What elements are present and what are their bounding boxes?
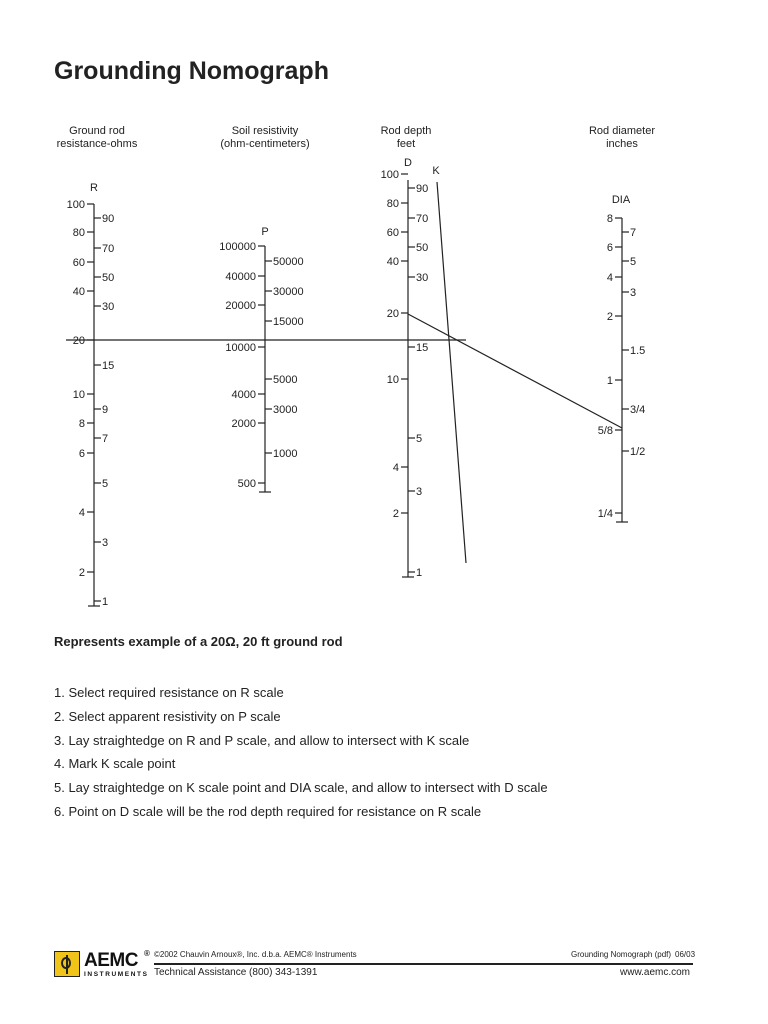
- footer-rule: [154, 963, 693, 965]
- copyright-text: ©2002 Chauvin Arnoux®, Inc. d.b.a. AEMC® Instruments: [154, 950, 357, 959]
- dia-tick-label: 1/4: [597, 508, 613, 520]
- dia-tick-label: 7: [630, 227, 637, 239]
- r-tick-label: 50: [102, 272, 115, 284]
- d-tick-label: 40: [386, 256, 399, 268]
- document-name: Grounding Nomograph (pdf): [571, 950, 672, 959]
- step-item: 6. Point on D scale will be the rod depth required for resistance on R scale: [54, 803, 482, 819]
- d-tick-label: 60: [386, 227, 399, 239]
- r-tick-label: 20: [72, 335, 85, 347]
- d-tick-label: 50: [416, 242, 429, 254]
- p-tick-label: 50000: [273, 256, 304, 268]
- r-tick-label: 8: [78, 418, 85, 430]
- r-tick-label: 3: [102, 537, 109, 549]
- dia-header-line1: Rod diameter: [588, 125, 656, 137]
- step-item: 3. Lay straightedge on R and P scale, and allow to intersect with K scale: [54, 732, 470, 748]
- k-scale-line: [437, 182, 466, 563]
- dia-tick-label: 3/4: [630, 404, 646, 416]
- website-link[interactable]: www.aemc.com: [620, 967, 691, 978]
- p-scale-letter: P: [261, 226, 269, 238]
- dia-tick-label: 1/2: [630, 446, 646, 458]
- r-tick-label: 60: [72, 257, 85, 269]
- dia-tick-label: 4: [606, 272, 613, 284]
- p-tick-label: 100000: [219, 241, 256, 253]
- p-tick-label: 30000: [273, 286, 304, 298]
- r-tick-label: 100: [66, 199, 85, 211]
- r-header-line1: Ground rod: [69, 125, 125, 137]
- d-tick-label: 10: [386, 374, 399, 386]
- step-item: 1. Select required resistance on R scale: [54, 685, 284, 700]
- example-caption: Represents example of a 20Ω, 20 ft ground rod: [54, 634, 343, 649]
- page-title: Grounding Nomograph: [54, 57, 329, 85]
- r-scale-letter: R: [90, 182, 98, 194]
- aemc-logo: [54, 951, 150, 981]
- d-tick-label: 20: [386, 308, 399, 320]
- r-tick-label: 30: [102, 301, 115, 313]
- p-tick-label: 10000: [225, 342, 256, 354]
- document-date: 06/03: [675, 950, 696, 959]
- p-tick-label: 15000: [273, 316, 304, 328]
- r-tick-label: 70: [102, 243, 115, 255]
- example-line-k-dia: [408, 314, 622, 428]
- r-header-line2: resistance-ohms: [56, 138, 138, 150]
- dia-tick-label: 1: [606, 375, 613, 387]
- d-tick-label: 90: [416, 183, 429, 195]
- r-tick-label: 10: [72, 389, 85, 401]
- r-tick-label: 5: [102, 478, 109, 490]
- d-tick-label: 100: [380, 169, 399, 181]
- p-tick-label: 1000: [273, 448, 298, 460]
- d-tick-label: 30: [416, 272, 429, 284]
- step-item: 2. Select apparent resistivity on P scale: [54, 708, 281, 724]
- k-scale-letter: K: [432, 165, 440, 177]
- r-tick-label: 6: [78, 448, 85, 460]
- technical-assistance: Technical Assistance (800) 343-1391: [154, 967, 318, 978]
- d-header-line1: Rod depth: [380, 125, 432, 137]
- r-tick-label: 9: [102, 404, 109, 416]
- d-scale-letter: D: [404, 157, 412, 169]
- d-tick-label: 1: [416, 567, 423, 579]
- p-header-line1: Soil resistivity: [231, 125, 299, 137]
- r-tick-label: 90: [102, 213, 115, 225]
- step-item: 4. Mark K scale point: [54, 756, 176, 772]
- p-tick-label: 2000: [231, 418, 256, 430]
- p-tick-label: 40000: [225, 271, 256, 283]
- r-tick-label: 2: [78, 567, 85, 579]
- dia-tick-label: 3: [630, 287, 637, 299]
- step-item: 5. Lay straightedge on K scale point and DIA scale, and allow to intersect with D scale: [54, 780, 548, 796]
- d-header-line2: feet: [396, 138, 416, 150]
- p-tick-label: 4000: [231, 389, 256, 401]
- dia-tick-label: 5/8: [597, 425, 613, 437]
- dia-tick-label: 8: [606, 213, 613, 225]
- dia-tick-label: 2: [606, 311, 613, 323]
- p-tick-label: 20000: [225, 300, 256, 312]
- steps-list: [54, 681, 548, 824]
- p-header-line2: (ohm-centimeters): [220, 138, 310, 150]
- dia-scale-letter: DIA: [611, 194, 631, 206]
- dia-tick-label: 5: [630, 256, 637, 268]
- r-tick-label: 40: [72, 286, 85, 298]
- d-tick-label: 80: [386, 198, 399, 210]
- logo-wordmark: AEMC: [84, 950, 138, 971]
- r-tick-label: 80: [72, 227, 85, 239]
- dia-tick-label: 1.5: [630, 345, 646, 357]
- logo-badge-icon: [54, 951, 80, 977]
- r-tick-label: 7: [102, 433, 109, 445]
- p-tick-label: 5000: [273, 374, 298, 386]
- d-tick-label: 4: [392, 462, 399, 474]
- d-tick-label: 2: [392, 508, 399, 520]
- p-tick-label: 3000: [273, 404, 298, 416]
- logo-registered-mark: ®: [144, 949, 150, 958]
- d-tick-label: 3: [416, 486, 423, 498]
- dia-header-line2: inches: [606, 138, 638, 150]
- d-tick-label: 15: [416, 342, 429, 354]
- dia-tick-label: 6: [606, 242, 613, 254]
- d-tick-label: 5: [416, 433, 423, 445]
- r-tick-label: 15: [102, 360, 115, 372]
- p-tick-label: 500: [237, 478, 256, 490]
- r-tick-label: 4: [78, 507, 85, 519]
- logo-subtitle: INSTRUMENTS: [84, 971, 149, 978]
- r-tick-label: 1: [102, 596, 109, 608]
- d-tick-label: 70: [416, 213, 429, 225]
